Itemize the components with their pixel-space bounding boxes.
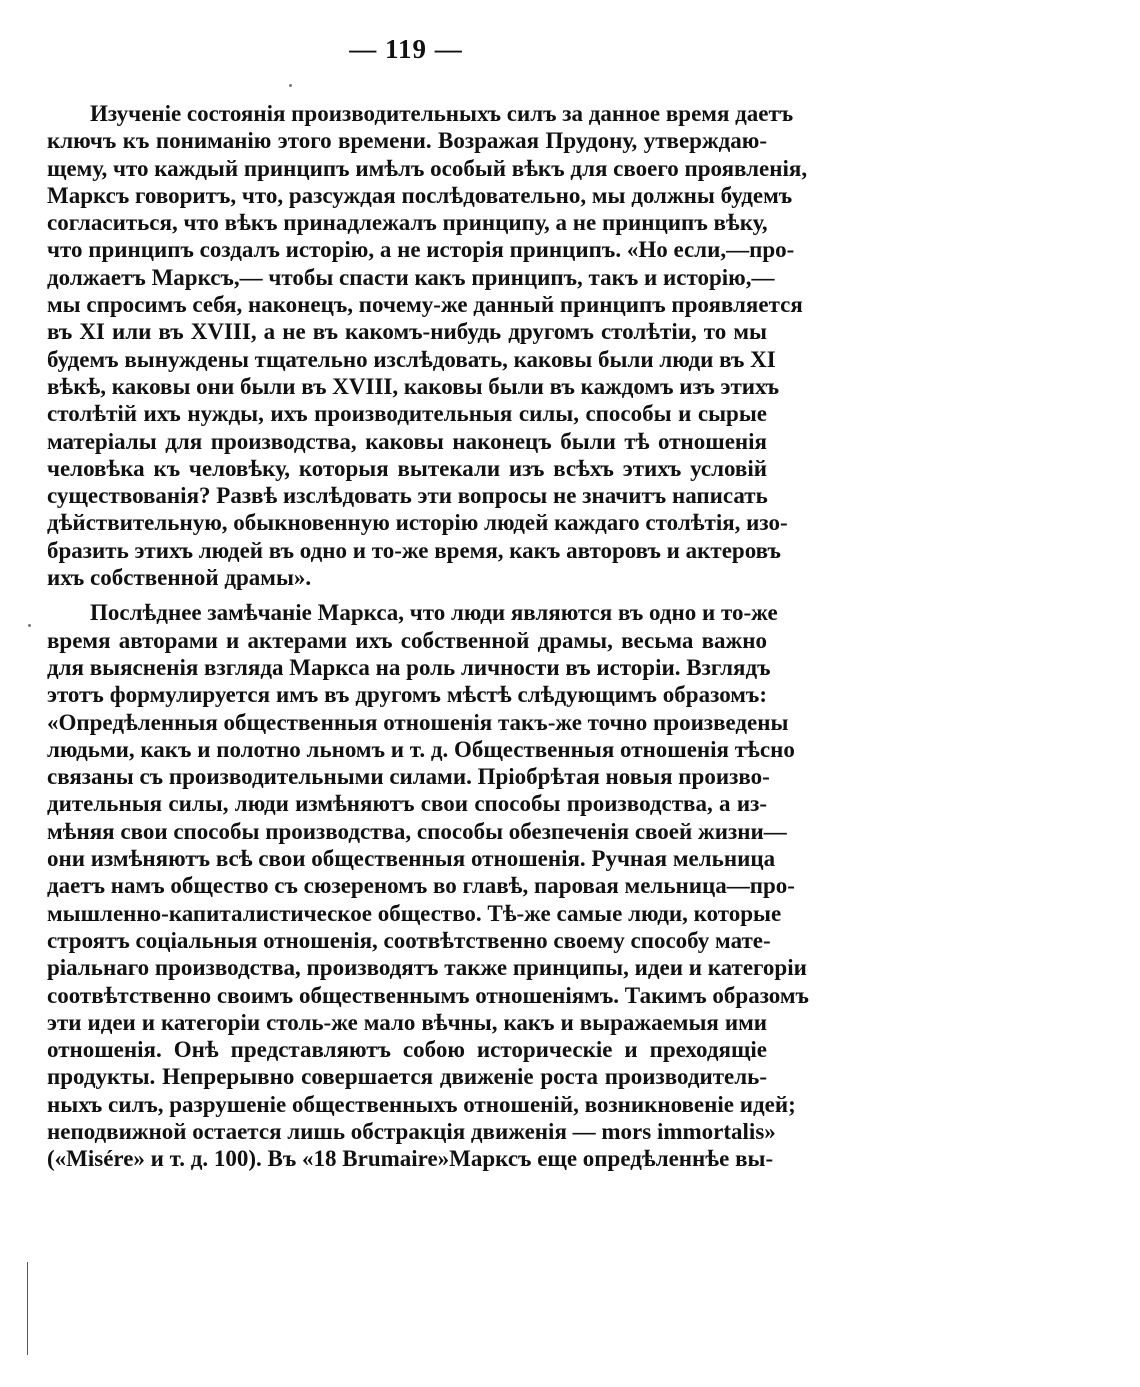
text-line-27: мѣняя свои способы производства, способы обезпеченія своей жизни— <box>47 818 787 844</box>
page-number-header: — 119 — <box>349 34 463 64</box>
scan-speck <box>289 84 292 87</box>
text-line-25: связаны съ производительными силами. Пріобрѣтая новыя произво- <box>47 764 770 790</box>
text-line-6: что принципъ создалъ исторію, а не исторія принципъ. «Но если,—про- <box>47 237 795 263</box>
text-line-30: мышленно-капиталистическое общество. Тѣ-же самые люди, которые <box>47 900 782 926</box>
text-line-28: они измѣняютъ всѣ свои общественныя отношенія. Ручная мельница <box>47 846 776 872</box>
text-line-37: ныхъ силъ, разрушеніе общественныхъ отношеній, возникновеніе идей; <box>47 1091 796 1117</box>
text-line-3: щему, что каждый принципъ имѣлъ особый вѣкъ для своего проявленія, <box>47 155 808 181</box>
text-line-19: Послѣднее замѣчаніе Маркса, что люди являются въ одно и то-же <box>90 600 778 626</box>
text-line-10: будемъ вынуждены тщательно изслѣдовать, каковы были люди въ XI <box>47 346 776 372</box>
text-line-11: вѣкѣ, каковы они были въ XVIII, каковы были въ каждомъ изъ этихъ <box>47 373 780 399</box>
text-line-39: («Misére» и т. д. 100). Въ «18 Brumaire»Марксъ еще опредѣленнѣе вы- <box>47 1146 774 1172</box>
scan-speck <box>28 624 31 627</box>
text-line-13: матеріалы для производства, каковы наконецъ были тѣ отношенія <box>47 428 767 454</box>
text-line-20: время авторами и актерами ихъ собственной драмы, весьма важно <box>47 627 767 653</box>
text-line-33: соотвѣтственно своимъ общественнымъ отношеніямъ. Такимъ образомъ <box>47 982 809 1008</box>
text-line-29: даетъ намъ общество съ сюзереномъ во главѣ, паровая мельница—про- <box>47 873 795 899</box>
text-line-17: бразить этихъ людей въ одно и то-же время, какъ авторовъ и актеровъ <box>47 537 781 563</box>
text-line-23: «Опредѣленныя общественныя отношенія такъ-же точно произведены <box>47 709 789 735</box>
text-line-21: для выясненія взгляда Маркса на роль личности въ исторіи. Взглядъ <box>47 654 771 680</box>
text-line-2: ключъ къ пониманію этого времени. Возражая Прудону, утверждаю- <box>47 128 767 154</box>
text-line-34: эти идеи и категоріи столь-же мало вѣчны, какъ и выражаемыя ими <box>47 1009 767 1035</box>
text-line-18: ихъ собственной драмы». <box>47 565 312 591</box>
text-line-22: этотъ формулируется имъ въ другомъ мѣстѣ слѣдующимъ образомъ: <box>47 682 767 708</box>
text-line-26: дительныя силы, люди измѣняютъ свои способы производства, а из- <box>47 791 767 817</box>
text-line-8: мы спросимъ себя, наконецъ, почему-же данный принципъ проявляется <box>47 292 803 318</box>
text-line-5: согласиться, что вѣкъ принадлежалъ принципу, а не принципъ вѣку, <box>47 210 768 236</box>
text-line-36: продукты. Непрерывно совершается движеніе роста производитель- <box>47 1064 767 1090</box>
text-line-32: ріальнаго производства, производятъ также принципы, идеи и категоріи <box>47 955 807 981</box>
text-line-9: въ XI или въ XVIII, а не въ какомъ-нибудь другомъ столѣтіи, то мы <box>47 319 767 345</box>
text-line-38: неподвижной остается лишь обстракція движенія — mors immortalis» <box>47 1118 776 1144</box>
text-line-1: Изученіе состоянія производительныхъ силъ за данное время даетъ <box>90 101 794 126</box>
text-line-12: столѣтій ихъ нужды, ихъ производительныя силы, способы и сырые <box>47 401 767 427</box>
text-line-7: должаетъ Марксъ,— чтобы спасти какъ принципъ, такъ и исторію,— <box>47 264 775 290</box>
text-line-35: отношенія. Онѣ представляютъ собою историческіе и преходящіе <box>47 1037 767 1063</box>
text-line-31: строятъ соціальныя отношенія, соотвѣтственно своему способу мате- <box>47 927 771 953</box>
text-line-15: существованія? Развѣ изслѣдовать эти вопросы не значитъ написать <box>47 483 768 509</box>
body-text <box>47 100 809 1173</box>
text-line-14: человѣка къ человѣку, которыя вытекали изъ всѣхъ этихъ условій <box>47 455 767 481</box>
paragraph-gap <box>47 591 767 599</box>
scan-margin-line <box>27 1262 28 1355</box>
text-line-24: людьми, какъ и полотно льномъ и т. д. Общественныя отношенія тѣсно <box>47 736 795 762</box>
text-line-4: Марксъ говоритъ, что, разсуждая послѣдовательно, мы должны будемъ <box>47 182 793 208</box>
text-line-16: дѣйствительную, обыкновенную исторію людей каждаго столѣтія, изо- <box>47 510 788 536</box>
